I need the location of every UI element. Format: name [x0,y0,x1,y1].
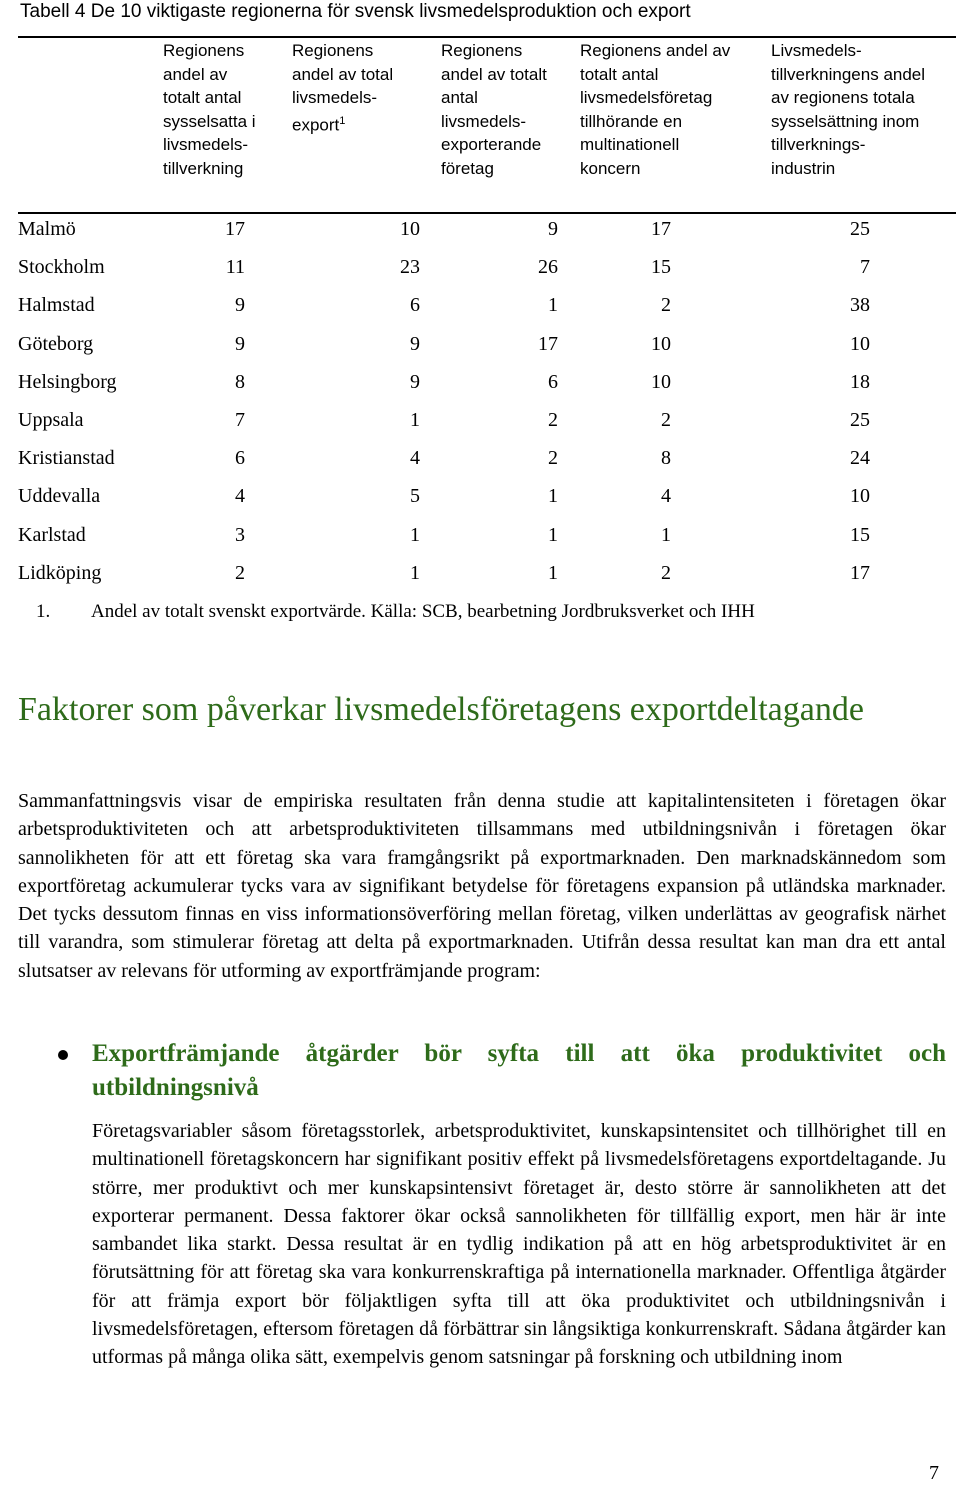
table-cell: 2 [661,561,671,584]
table-cell: 8 [661,447,671,470]
table-row [18,286,956,324]
region-name: Halmstad [18,294,95,317]
header-line: sysselsatta i [163,111,256,131]
header-line: tillhörande en [580,111,683,131]
table-cell: 9 [410,370,420,393]
table-cell: 5 [410,485,420,508]
table-cell: 9 [548,218,558,240]
bullet-heading: Exportfrämjande åtgärder bör syfta till att öka produktivitet och utbildningsnivå [92,1040,946,1101]
table-cell: 10 [850,332,870,355]
table-cell: 1 [410,408,420,431]
table-row [18,439,956,477]
footnote-marker: 1 [339,114,346,127]
page-number: 7 [929,1462,939,1484]
footnote-text: Andel av totalt svenskt exportvärde. Källa: SCB, bearbetning Jordbruksverket och IHH [91,601,755,622]
header-line: andel av totalt [441,64,547,84]
table-cell: 3 [235,523,245,546]
header-line: andel av [163,64,228,84]
body-paragraph-1: Sammanfattningsvis visar de empiriska resultaten från denna studie att kapitalintensiteten i företagen ökar arbetsproduktiviteten och att arbetsproduktiviteten tillsammans med utbildningsnivån i företagen ökar sannolikheten för att ett företag ska vara framgångsrikt på exportmarknaden. Den marknadskännedom som exportföretag ackumulerar tycks vara av signifikant betydelse för företagens expansion på utländska marknader. Det tycks dessutom finnas en viss informationsöverföring mellan företag, vilken underlättas av geografisk närhet till varandra, som stimulerar företag att delta på exportmarknaden. Utifrån dessa resultat kan man dra ett antal slutsatser av relevans för utforming av exportfrämjande program: [18,790,946,982]
table-cell: 38 [850,294,870,317]
region-name: Karlstad [18,523,86,546]
table-cell: 17 [538,332,558,355]
table-cell: 9 [235,294,245,317]
header-employment-share [163,39,283,180]
table-cell: 1 [548,561,558,584]
table-row [18,554,956,592]
header-line: livsmedelsföretag [580,88,713,107]
footnote-number: 1. [36,601,51,622]
header-line: exporterande [441,135,542,154]
table-cell: 1 [548,523,558,546]
header-line: företag [441,158,494,178]
header-line: totalt antal [163,88,242,107]
table-cell: 7 [235,408,245,431]
header-line: multinationell [580,135,680,154]
header-line: sysselsättning inom [771,111,920,131]
table-cell: 17 [651,218,671,240]
header-line: totalt antal [580,64,659,84]
header-line: Regionens [441,41,523,60]
table-top-rule [18,36,956,38]
region-name: Uppsala [18,408,84,431]
header-line: livsmedels- [292,88,378,107]
table-cell: 1 [410,561,420,584]
table-row [18,401,956,439]
table-cell: 15 [651,256,671,279]
region-name: Göteborg [18,332,94,355]
table-cell: 6 [548,370,558,393]
table-cell: 1 [661,523,671,546]
table-cell: 4 [661,485,671,508]
table-cell: 2 [548,408,558,431]
region-name: Malmö [18,218,76,240]
header-line: tillverkningens andel [771,64,926,84]
header-exporting-firms-share [441,39,571,180]
header-line: tillverknings- [771,135,866,154]
bullet-dot-icon [58,1050,68,1060]
header-line: Regionens andel av [580,41,731,60]
region-name: Uddevalla [18,485,101,508]
region-name: Helsingborg [18,370,117,393]
table-cell: 6 [235,447,245,470]
header-multinational-share [580,39,750,180]
table-cell: 10 [651,370,671,393]
table-cell: 2 [661,294,671,317]
header-line: andel av total [292,64,394,84]
header-line: Regionens [292,41,374,60]
table-row [18,516,956,554]
table-cell: 15 [850,523,870,546]
region-name: Lidköping [18,561,102,584]
table-cell: 23 [400,256,420,279]
table-row [18,210,956,248]
table-cell: 10 [400,218,420,240]
table-cell: 10 [850,485,870,508]
table-cell: 1 [548,294,558,317]
region-name: Kristianstad [18,447,115,470]
table-row [18,363,956,401]
header-line: Regionens [163,41,245,60]
body-paragraph-2: Företagsvariabler såsom företagsstorlek, arbetsproduktivitet, kunskapsintensitet och tillhörighet till en multinationell företagskoncern har signifikant positiv effekt på livsmedelsföretagens exportdeltagande. Ju större, mer produktivt och mer kunskapsintensivt företaget är, desto större är sannolikheten att det exporterar permanent. Dessa faktorer ökar också sannolikheten för tillfällig export, men här är inte sambandet lika starkt. Dessa resultat är en tydlig indikation på att en hög arbetsproduktivitet är en förutsättning för att företag ska vara konkurrenskraftiga på internationella marknader. Offentliga åtgärder för att främja export bör följaktligen syfta till att öka produktivitet och utbildningsnivån i livsmedelsföretagen, eftersom företagen då förbättrar sin långsiktiga konkurrenskraft. Sådana åtgärder kan utformas på många olika sätt, exempelvis genom satsningar på forskning och utbildning inom [92,1120,946,1369]
header-industry-employment-share [771,39,956,180]
table-cell: 9 [235,332,245,355]
table-cell: 25 [850,218,870,240]
header-line: livsmedels- [441,111,527,131]
table-cell: 17 [225,218,245,240]
table-cell: 24 [850,447,870,470]
table-cell: 9 [410,332,420,355]
table-cell: 1 [410,523,420,546]
table-body [18,210,956,592]
header-line: tillverkning [163,158,244,178]
table-cell: 25 [850,408,870,431]
header-line: industrin [771,158,836,178]
table-cell: 26 [538,256,558,279]
table-cell: 11 [225,256,245,279]
table-cell: 18 [850,370,870,393]
table-cell: 8 [235,370,245,393]
table-row [18,248,956,286]
table-cell: 7 [860,256,870,279]
header-line: livsmedels- [163,135,249,154]
table-cell: 4 [235,485,245,508]
header-line: antal [441,88,478,107]
table-cell: 4 [410,447,420,470]
section-heading: Faktorer som påverkar livsmedelsföretagens exportdeltagande [18,691,864,728]
header-line: av regionens totala [771,88,915,107]
header-line: Livsmedels- [771,41,862,60]
table-cell: 6 [410,294,420,317]
header-line: export$^1$ [292,114,346,135]
table-cell: 2 [548,447,558,470]
table-cell: 1 [548,485,558,508]
header-line: koncern [580,158,641,178]
table-caption: Tabell 4 De 10 viktigaste regionerna för svensk livsmedelsproduktion och export [20,1,691,22]
table-cell: 10 [651,332,671,355]
table-footnote [36,599,755,625]
table-cell: 2 [235,561,245,584]
table-cell: 17 [850,561,870,584]
header-export-share [292,39,427,137]
table-row [18,325,956,363]
table-cell: 2 [661,408,671,431]
table-row [18,477,956,515]
region-name: Stockholm [18,256,105,279]
